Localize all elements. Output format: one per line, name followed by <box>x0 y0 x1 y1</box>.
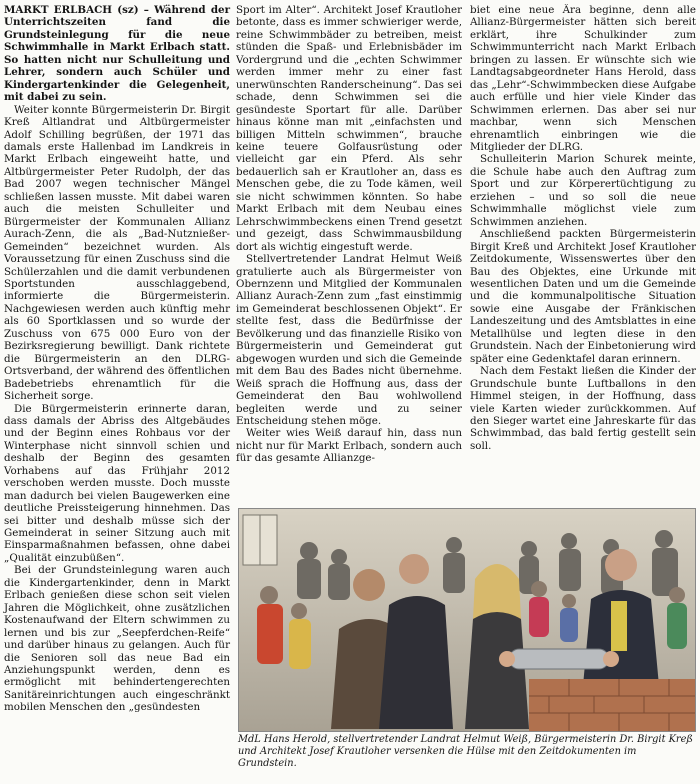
paragraph: Weiter konnte Bürgermeisterin Dr. Birgit Kreß Altlandrat und Altbürgermeister Adolf Schilling begrüßen, der 1971 das damals erste Hallenbad im Landkreis in Markt Erlbach eingeweiht hatte, und Altbürgermeister Peter Rudolph, der das Bad 2007 wegen technischer Mängel schließen lassen musste. Mit dabei waren auch die meisten Schulleiter und Bürgermeister der Kommunalen Allianz Aurach-Zenn, die als „Bad-Nutznießer-Gemeinden“ bezeichnet wurden. Als Voraussetzung für einen Zuschuss sind die Schülerzahlen und die damit verbundenen Sportstunden ausschlaggebend, informierte die Bürgermeisterin. Nachgewiesen werden auch künftig mehr als 60 Sportklassen und so wurde der Zuschuss von 675 000 Euro von der Bezirksregierung bewilligt. Dank richtete die Bürgermeisterin an den DLRG-Ortsverband, der während des öffentlichen Badebetriebs ehrenamtlich für die Sicherheit sorge. <box>4 103 230 403</box>
paragraph: biet eine neue Ära beginne, denn alle Allianz-Bürgermeister hätten sich bereit erklärt, ihre Schulkinder zum Schwimmunterricht nach Markt Erlbach bringen zu lassen. Er wünschte sich wie Landtagsabgeordneter Hans Herold, dass das „Lehr“-Schwimmbecken diese Aufgabe auch erfülle und hier viele Kinder das Schwimmen erlernen. Das aber sei nur machbar, wenn sich Menschen ehrenamtlich einbringen wie die Mitglieder der DLRG. <box>470 4 696 153</box>
news-photo-illustration <box>239 509 695 731</box>
dateline: MARKT ERLBACH (sz) – <box>4 4 149 16</box>
news-photo <box>238 508 696 732</box>
paragraph: Weiter wies Weiß darauf hin, dass nun nicht nur für Markt Erlbach, sondern auch für das gesamte Allianzge- <box>236 427 462 465</box>
paragraph: Anschließend packten Bürgermeisterin Birgit Kreß und Architekt Josef Krautloher Zeitdokumente, Wissenswertes über den Bau des Objektes, eine Urkunde mit wesentlichen Daten und um die Gemeinde und die kommunalpolitische Situation sowie eine Ausgabe der Fränkischen Landeszeitung und des Amtsblattes in eine Metallhülse und legten diese in den Grundstein. Nach der Einbetonierung wird später eine Gedenktafel daran erinnern. <box>470 228 696 365</box>
article-column-3 <box>470 4 696 526</box>
paragraph: Bei der Grundsteinlegung waren auch die Kindergartenkinder, denn in Markt Erlbach genießen diese schon seit vielen Jahren die Möglichkeit, ohne zusätzlichen Kostenaufwand der Eltern schwimmen zu lernen und bis zur „Seepferdchen-Reife“ und darüber hinaus zu gelangen. Auch für die Senioren soll das neue Bad ein Anziehungspunkt werden, denn es ermöglicht mit behindertengerechten Sanitäreinrichtungen auch eingeschränkt mobilen Menschen den „gesündesten <box>4 564 230 714</box>
lead-text: Während der Unterrichtszeiten fand die Grundsteinlegung für die neue Schwimmhalle in Markt Erlbach statt. So hatten nicht nur Schulleitung und Lehrer, sondern auch Schüler und Kindergartenkinder die Gelegenheit, mit dabei zu sein. <box>4 4 230 104</box>
paragraph: Sport im Alter“. Architekt Josef Krautloher betonte, dass es immer schwieriger werde, reine Schwimmbäder zu betreiben, meist stünden die Spaß- und Erlebnisbäder im Vordergrund und die „echten Schwimmer werden immer mehr zu einer fast unerwünschten Randerscheinung“. Das sei schade, denn Schwimmen sei die gesündeste Sportart für alle. Darüber hinaus könne man mit „einfachsten und billigen Mitteln schwimmen“, brauche keine teuere Golfausrüstung oder vielleicht gar ein Pferd. Als sehr bedauerlich sah er Krautloher an, dass es Menschen gebe, die zu Tode kämen, weil sie nicht schwimmen könnten. So habe Markt Erlbach mit dem Neubau eines Lehrschwimmbeckens einen Trend gesetzt und gezeigt, dass Schwimmausbildung dort als wichtig eingestuft werde. <box>236 4 462 253</box>
paragraph: Nach dem Festakt ließen die Kinder der Grundschule bunte Luftballons in den Himmel steigen, in der Hoffnung, dass viele Karten wieder zurückkommen. Auf den Sieger wartet eine Jahreskarte für das Schwimmbad, das bald fertig gestellt sein soll. <box>470 365 696 452</box>
photo-caption: MdL Hans Herold, stellvertretender Landrat Helmut Weiß, Bürgermeisterin Dr. Birgit Kreß und Architekt Josef Krautloher versenken die Hülse mit den Zeitdokumenten im Grundstein. <box>238 734 693 769</box>
article-lead <box>4 4 230 104</box>
paragraph: Die Bürgermeisterin erinnerte daran, dass damals der Abriss des Altgebäudes und der Beginn eines Rohbaus vor der Winterphase nicht sinnvoll schien und deshalb der Beginn des gesamten Vorhabens auf das Frühjahr 2012 verschoben werden musste. Doch musste man dadurch bei vielen Baugewerken eine deutliche Preissteigerung hinnehmen. Das sei bitter und deshalb müsse sich der Gemeinderat in seiner Sitzung auch mit Einsparmaßnahmen befassen, ohne dabei „Qualität einzubüßen“. <box>4 402 230 564</box>
article-column-1 <box>4 4 230 714</box>
paragraph: Stellvertretender Landrat Helmut Weiß gratulierte auch als Bürgermeister von Obernzenn und Mitglied der Kommunalen Allianz Aurach-Zenn zum „fast einstimmig im Gemeinderat beschlossenen Objekt“. Er stellte fest, dass die Bedürfnisse der Bevölkerung und das finanzielle Risiko von Bürgermeisterin und Gemeinderat gut abgewogen wurden und sich die Gemeinde mit dem Bau des Bades nicht übernehme. Weiß sprach die Hoffnung aus, dass der Gemeinderat den Bau wohlwollend begleiten werde und zu seiner Entscheidung stehen möge. <box>236 253 462 427</box>
article-column-2 <box>236 4 462 504</box>
paragraph: Schulleiterin Marion Schurek meinte, die Schule habe auch den Auftrag zum Sport und zur Körperertüchtigung zu erziehen – und so soll die neue Schwimmhalle möglichst viele zum Schwimmen anziehen. <box>470 153 696 228</box>
